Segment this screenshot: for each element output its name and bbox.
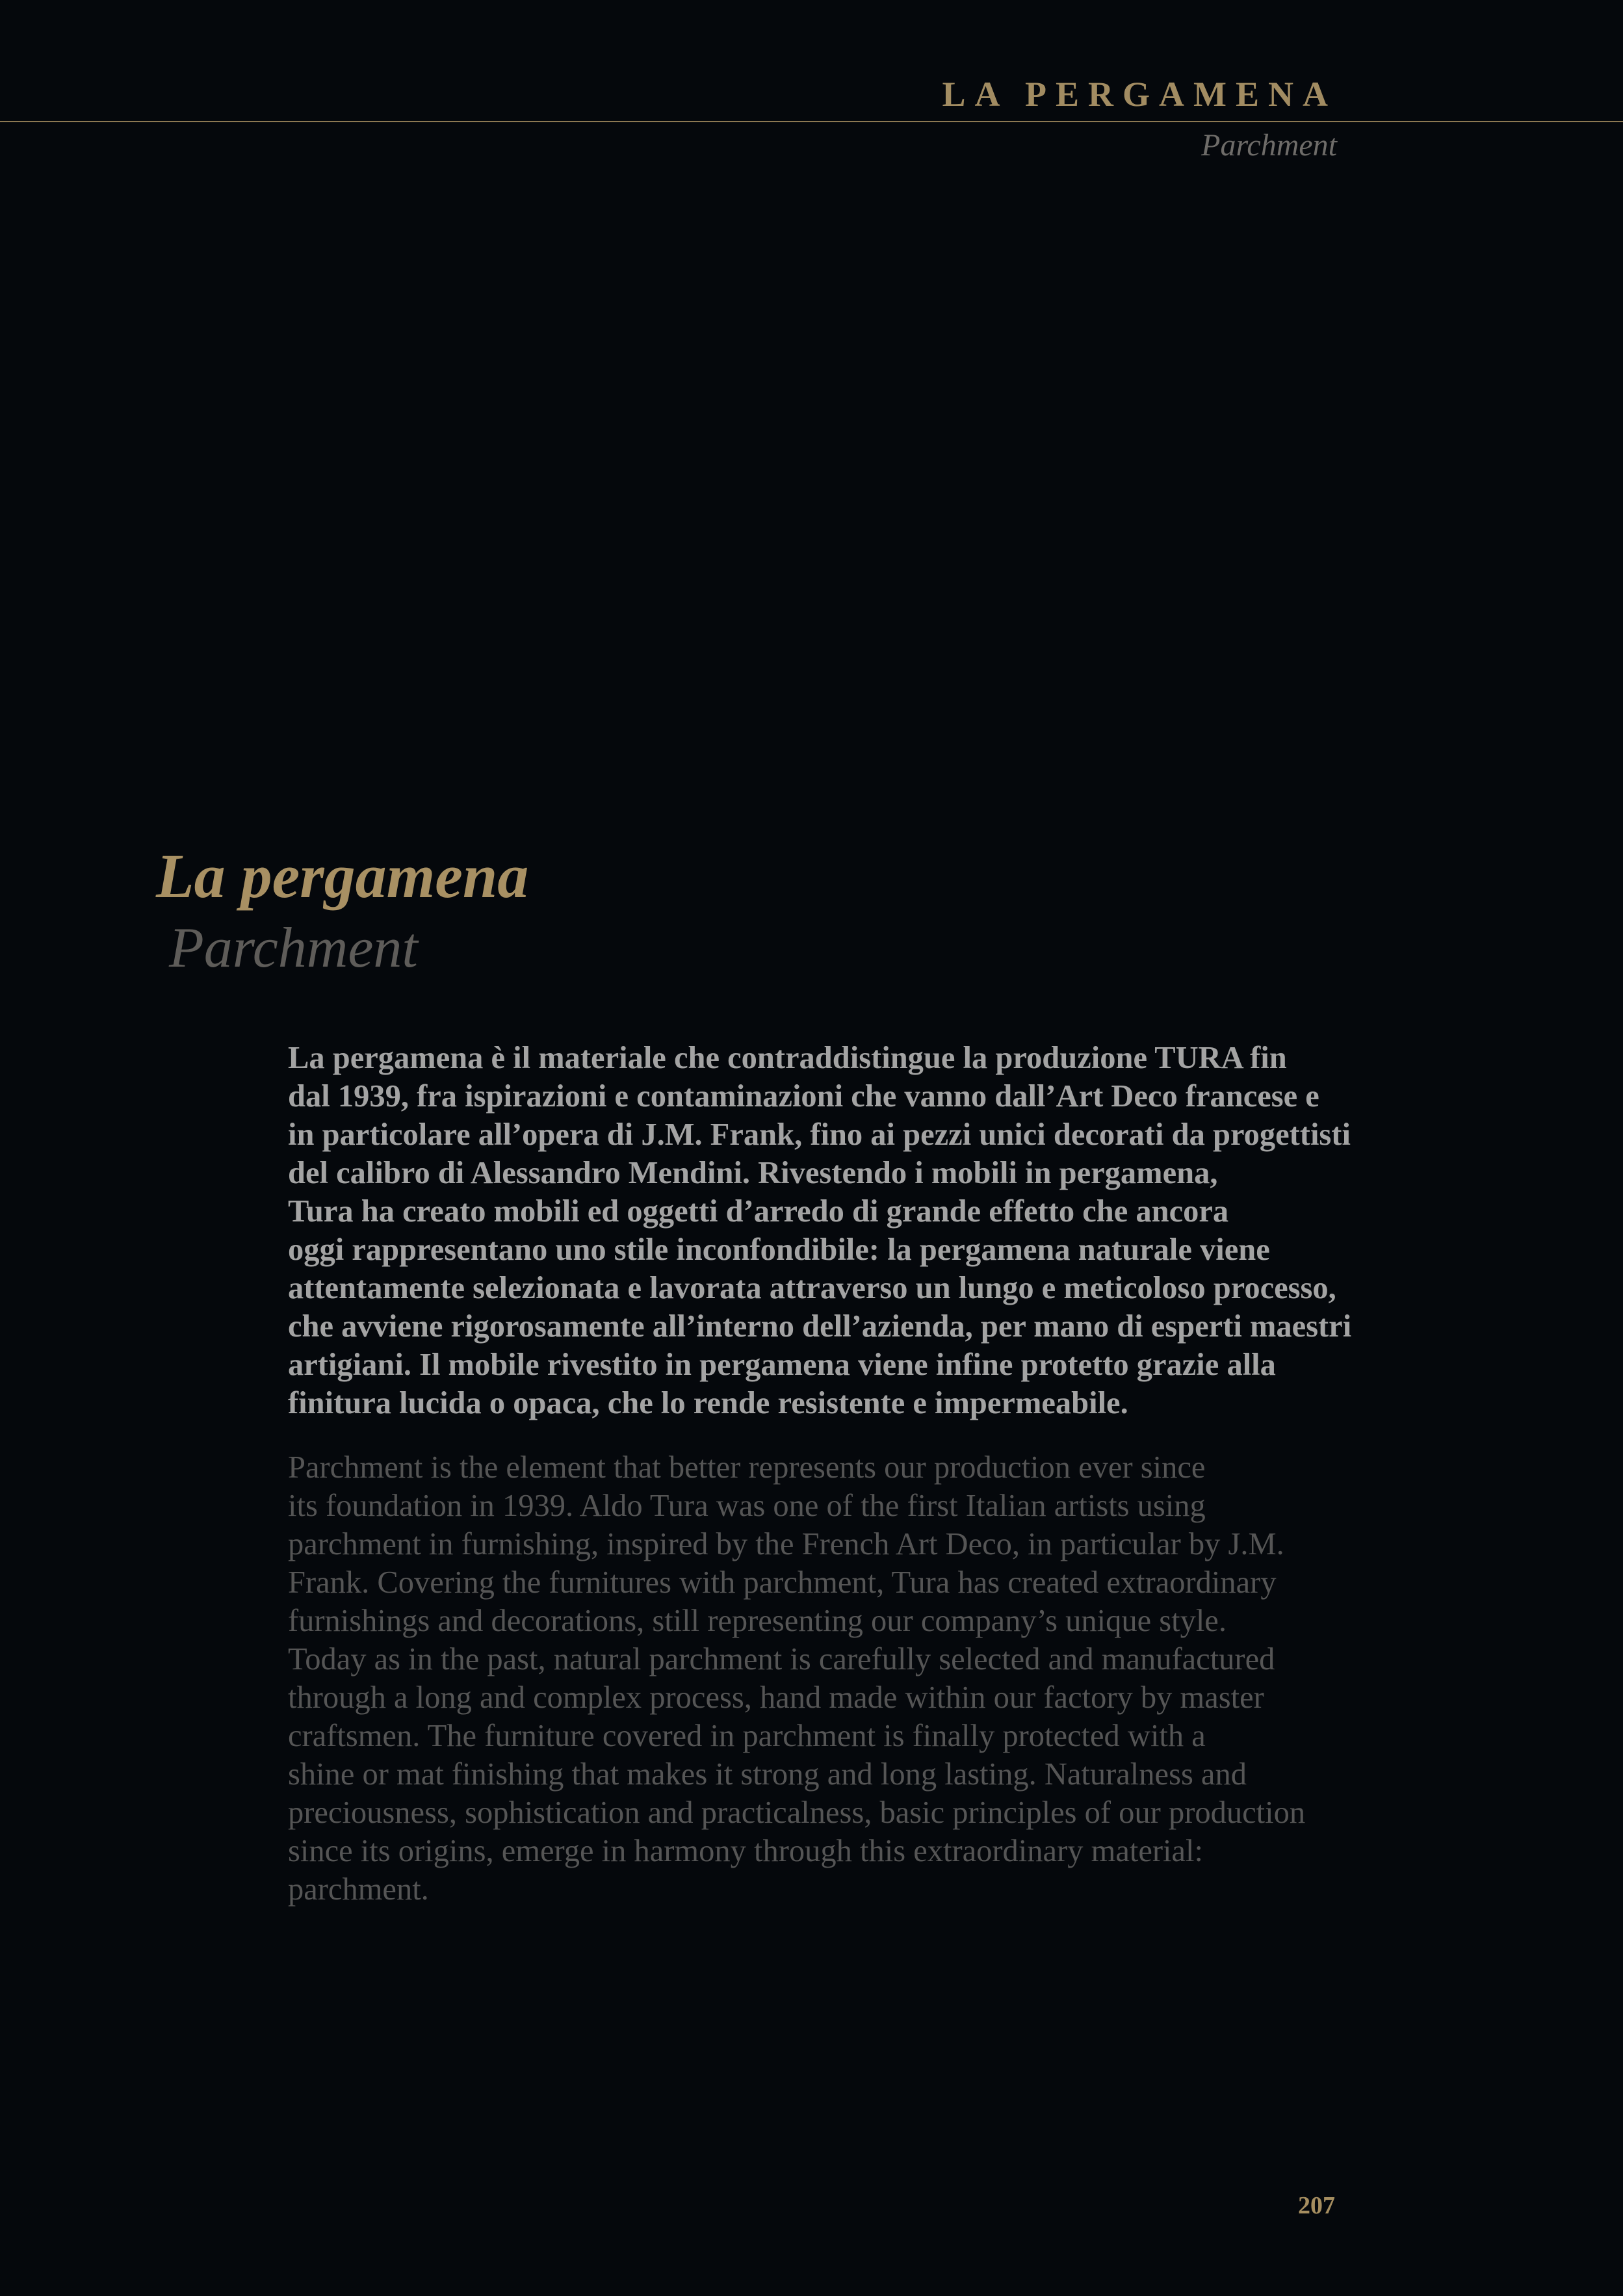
section-subtitle: Parchment (169, 917, 418, 980)
english-paragraph-line: through a long and complex process, hand made within our factory by master (288, 1680, 1264, 1715)
italian-paragraph-line: dal 1939, fra ispirazioni e contaminazioni che vanno dall’Art Deco francese e (288, 1079, 1319, 1114)
italian-paragraph-line: che avviene rigorosamente all’interno dell’azienda, per mano di esperti maestri (288, 1309, 1352, 1344)
english-paragraph-line: craftsmen. The furniture covered in parchment is finally protected with a (288, 1719, 1206, 1753)
italian-paragraph-line: finitura lucida o opaca, che lo rende resistente e impermeabile. (288, 1386, 1128, 1420)
italian-paragraph-line: attentamente selezionata e lavorata attraverso un lungo e meticoloso processo, (288, 1271, 1336, 1305)
english-paragraph-line: Today as in the past, natural parchment is carefully selected and manufactured (288, 1642, 1275, 1676)
italian-paragraph-line: artigiani. Il mobile rivestito in pergamena viene infine protetto grazie alla (288, 1348, 1276, 1382)
italian-paragraph-line: Tura ha creato mobili ed oggetti d’arredo di grande effetto che ancora (288, 1194, 1229, 1229)
english-paragraph-line: preciousness, sophistication and practicalness, basic principles of our production (288, 1795, 1306, 1830)
italian-paragraph-line: in particolare all’opera di J.M. Frank, fino ai pezzi unici decorati da progettisti (288, 1117, 1351, 1152)
english-paragraph-line: parchment in furnishing, inspired by the French Art Deco, in particular by J.M. (288, 1527, 1284, 1561)
english-paragraph-line: parchment. (288, 1872, 429, 1907)
english-paragraph-line: since its origins, emerge in harmony through this extraordinary material: (288, 1834, 1203, 1868)
running-header-subtitle: Parchment (1201, 128, 1337, 163)
italian-paragraph (288, 1039, 1360, 1422)
english-paragraph-line: Frank. Covering the furnitures with parchment, Tura has created extraordinary (288, 1565, 1277, 1600)
italian-paragraph-line: del calibro di Alessandro Mendini. Rivestendo i mobili in pergamena, (288, 1156, 1218, 1190)
running-header-title: LA PERGAMENA (942, 75, 1337, 114)
page-number: 207 (1298, 2192, 1335, 2219)
english-paragraph-line: Parchment is the element that better represents our production ever since (288, 1450, 1206, 1485)
english-paragraph-line: shine or mat finishing that makes it strong and long lasting. Naturalness and (288, 1757, 1247, 1792)
english-paragraph-line: its foundation in 1939. Aldo Tura was one of the first Italian artists using (288, 1489, 1206, 1523)
section-title: La pergamena (156, 841, 529, 911)
english-paragraph-line: furnishings and decorations, still representing our company’s unique style. (288, 1604, 1227, 1638)
italian-paragraph-line: oggi rappresentano uno stile inconfondibile: la pergamena naturale viene (288, 1233, 1270, 1267)
italian-paragraph-line: La pergamena è il materiale che contraddistingue la produzione TURA fin (288, 1041, 1287, 1075)
header-divider (0, 121, 1623, 122)
english-paragraph (288, 1448, 1360, 1909)
